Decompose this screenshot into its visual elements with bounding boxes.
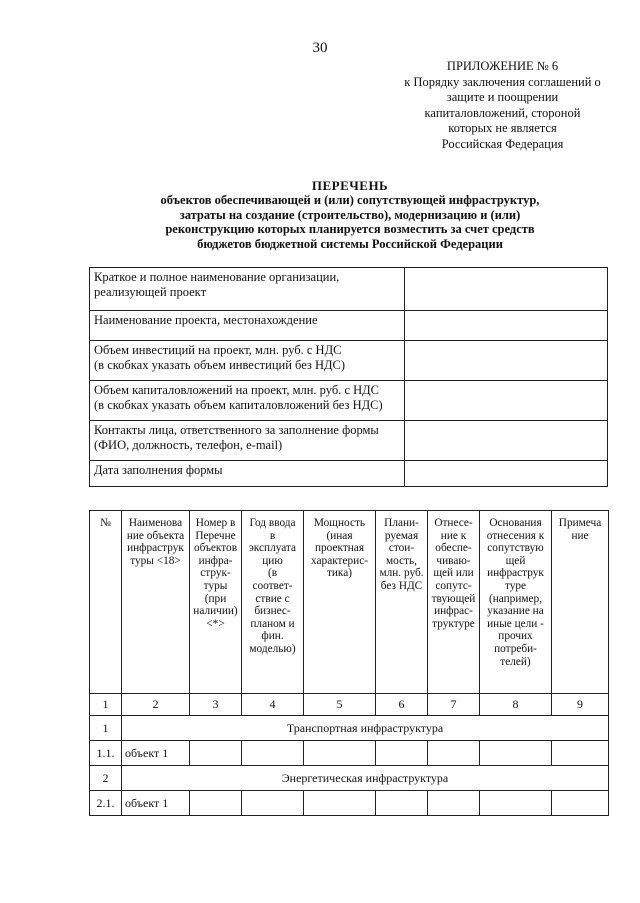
info-label-line: Контакты лица, ответственного за заполнение формы bbox=[94, 423, 379, 437]
info-row bbox=[90, 381, 608, 421]
table-cell[interactable] bbox=[190, 741, 242, 766]
info-label bbox=[90, 421, 405, 461]
info-label bbox=[90, 381, 405, 421]
title-line: объектов обеспечивающей и (или) сопутствующей инфраструктур, bbox=[160, 193, 540, 208]
table-cell[interactable] bbox=[428, 741, 480, 766]
column-number: 4 bbox=[242, 694, 304, 716]
table-cell[interactable] bbox=[304, 741, 376, 766]
object-name: объект 1 bbox=[122, 741, 190, 766]
project-info-table bbox=[89, 267, 608, 487]
column-number-row bbox=[90, 694, 609, 716]
header-grounds: Основания отнесения к сопутствую щей инфраструк туре (например, указание на иные цели - прочих потреби- телей) bbox=[480, 511, 552, 694]
info-value-field[interactable] bbox=[405, 311, 608, 341]
column-number: 9 bbox=[552, 694, 609, 716]
info-value-field[interactable] bbox=[405, 381, 608, 421]
title-line: реконструкцию которых планируется возместить за счет средств bbox=[165, 222, 535, 237]
header-capacity: Мощность (иная проектная характерис- тика) bbox=[304, 511, 376, 694]
section-title: Энергетическая инфраструктура bbox=[122, 766, 609, 791]
info-label bbox=[90, 341, 405, 381]
header-commissioning-year: Год ввода в эксплуата цию (в соответ- ствие с бизнес- планом и фин. моделью) bbox=[242, 511, 304, 694]
column-number: 1 bbox=[90, 694, 122, 716]
info-label-line: (в скобках указать объем капиталовложений без НДС) bbox=[94, 398, 383, 412]
object-number: 2.1. bbox=[90, 791, 122, 816]
info-row bbox=[90, 421, 608, 461]
appendix-line: ПРИЛОЖЕНИЕ № 6 bbox=[446, 59, 559, 73]
appendix-line: капиталовложений, стороной bbox=[424, 105, 581, 120]
table-cell[interactable] bbox=[376, 791, 428, 816]
info-value-field[interactable] bbox=[405, 341, 608, 381]
appendix-line: защите и поощрении bbox=[446, 90, 559, 104]
info-label bbox=[90, 461, 405, 487]
info-label-line: Наименование проекта, местонахождение bbox=[94, 313, 318, 327]
info-label-line: реализующей проект bbox=[94, 285, 207, 299]
table-cell[interactable] bbox=[552, 741, 609, 766]
column-number: 2 bbox=[122, 694, 190, 716]
table-cell[interactable] bbox=[190, 791, 242, 816]
title-heading: ПЕРЕЧЕНЬ bbox=[311, 178, 389, 193]
section-title: Транспортная инфраструктура bbox=[122, 716, 609, 741]
object-name: объект 1 bbox=[122, 791, 190, 816]
appendix-header bbox=[395, 59, 610, 152]
section-number: 1 bbox=[90, 716, 122, 741]
table-header-row bbox=[90, 511, 609, 694]
info-row bbox=[90, 461, 608, 487]
column-number: 3 bbox=[190, 694, 242, 716]
appendix-line: которых не является bbox=[448, 121, 557, 135]
table-cell[interactable] bbox=[242, 741, 304, 766]
table-cell[interactable] bbox=[480, 741, 552, 766]
info-label-line: Объем капиталовложений на проект, млн. руб. с НДС bbox=[94, 383, 380, 397]
table-cell[interactable] bbox=[428, 791, 480, 816]
info-value-field[interactable] bbox=[405, 421, 608, 461]
header-infrastructure-type: Отнесе- ние к обеспе- чиваю- щей или сопутс- твующей инфрас- труктуре bbox=[428, 511, 480, 694]
column-number: 7 bbox=[428, 694, 480, 716]
section-row-transport bbox=[90, 716, 609, 741]
info-label-line: (в скобках указать объем инвестиций без НДС) bbox=[94, 358, 346, 372]
page-number: 30 bbox=[312, 40, 328, 56]
header-number: № bbox=[90, 511, 122, 694]
section-number: 2 bbox=[90, 766, 122, 791]
table-cell[interactable] bbox=[242, 791, 304, 816]
appendix-line: к Порядку заключения соглашений о bbox=[404, 74, 601, 89]
table-row bbox=[90, 741, 609, 766]
info-label-line: (ФИО, должность, телефон, e-mail) bbox=[94, 438, 283, 452]
info-value-field[interactable] bbox=[405, 461, 608, 487]
infrastructure-objects-table bbox=[89, 510, 609, 816]
info-label-line: Объем инвестиций на проект, млн. руб. с НДС bbox=[94, 343, 342, 357]
table-cell[interactable] bbox=[376, 741, 428, 766]
info-row bbox=[90, 268, 608, 311]
info-label-line: Краткое и полное наименование организации, bbox=[94, 270, 340, 284]
column-number: 5 bbox=[304, 694, 376, 716]
column-number: 8 bbox=[480, 694, 552, 716]
title-line: бюджетов бюджетной системы Российской Федерации bbox=[197, 236, 503, 251]
object-number: 1.1. bbox=[90, 741, 122, 766]
info-label bbox=[90, 311, 405, 341]
info-label bbox=[90, 268, 405, 311]
section-row-energy bbox=[90, 766, 609, 791]
table-cell[interactable] bbox=[480, 791, 552, 816]
table-cell[interactable] bbox=[552, 791, 609, 816]
column-number: 6 bbox=[376, 694, 428, 716]
info-label-line: Дата заполнения формы bbox=[94, 463, 223, 477]
header-object-name: Наименова ние объекта инфраструк туры <18> bbox=[122, 511, 190, 694]
header-note: Примеча ние bbox=[552, 511, 609, 694]
info-row bbox=[90, 311, 608, 341]
info-value-field[interactable] bbox=[405, 268, 608, 311]
table-cell[interactable] bbox=[304, 791, 376, 816]
header-planned-cost: Плани- руемая стои- мость, млн. руб. без НДС bbox=[376, 511, 428, 694]
info-row bbox=[90, 341, 608, 381]
header-list-number: Номер в Перечне объектов инфра- струк- туры (при наличии) <*> bbox=[190, 511, 242, 694]
document-title bbox=[110, 179, 590, 251]
table-row bbox=[90, 791, 609, 816]
appendix-line: Российская Федерация bbox=[441, 136, 564, 151]
title-line: затраты на создание (строительство), модернизацию и (или) bbox=[179, 207, 521, 222]
